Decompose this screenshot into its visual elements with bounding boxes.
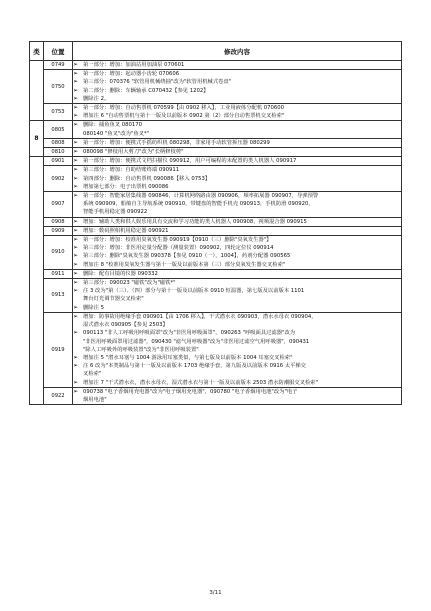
position-cell: 0808 bbox=[44, 138, 73, 147]
table-row bbox=[30, 387, 402, 404]
arrow-bullet-icon: ➢ bbox=[73, 378, 79, 386]
content-cell bbox=[73, 61, 402, 70]
content-text: 第三部分：070376 "软管用机械绕抽"改为"软管用机械式卷盘" bbox=[83, 79, 232, 86]
header-position: 位置 bbox=[44, 42, 73, 61]
content-text: 注 3 改为"第（三）、（四）部分与第十一版及以前版本 0910 恒温器，第七版及以前版本 1101 bbox=[83, 288, 305, 295]
content-text: 叉检索" bbox=[83, 371, 102, 378]
position-cell: 0902 bbox=[44, 166, 73, 192]
content-text: 第一部分：增加：便携式文档扫描仪 090912，用户可编程的未配置的类人机器人 090917 bbox=[83, 158, 297, 165]
content-text: 注 6 改为"本类制品与第十一版及以前版本 1703 绝缘手套，第九版及以前版本 0916 太平梯交 bbox=[83, 363, 306, 370]
content-text: 第四部分：删除：自动售票机 090086【移入 0753】 bbox=[83, 175, 211, 182]
arrow-bullet-icon: ➢ bbox=[73, 329, 79, 337]
arrow-bullet-icon: ➢ bbox=[73, 269, 79, 277]
arrow-bullet-icon: ➢ bbox=[73, 279, 79, 287]
content-text: 第一部分：智能家居集线器 090846，计算机网络路由器 090906，频率拓展器 090907，导弹预警 bbox=[83, 193, 319, 200]
arrow-bullet-icon: ➢ bbox=[73, 138, 79, 146]
content-cell bbox=[73, 157, 402, 166]
table-row bbox=[30, 226, 402, 235]
table-row bbox=[30, 269, 402, 278]
position-cell: 0753 bbox=[44, 104, 73, 121]
table-row bbox=[30, 61, 402, 70]
table-row bbox=[30, 279, 402, 313]
position-cell: 0909 bbox=[44, 226, 73, 235]
content-text: 080140 "鱼叉"改为"鱼叉*" bbox=[83, 130, 150, 137]
content-text: 删除：捕鱼鱼叉 080170 bbox=[83, 122, 142, 129]
content-text: 湿式潜水衣 090905【参见 2503】 bbox=[83, 322, 168, 329]
content-text: 增加注 6 "自动售票机与第十一版及以前版本 0902 第（2）部分自动售票机交叉检索" bbox=[83, 113, 285, 120]
arrow-bullet-icon: ➢ bbox=[73, 112, 79, 120]
table-row bbox=[30, 104, 402, 121]
position-cell: 0749 bbox=[44, 61, 73, 70]
content-line bbox=[73, 261, 401, 269]
revision-table bbox=[29, 41, 402, 405]
arrow-bullet-icon: ➢ bbox=[73, 236, 79, 244]
arrow-bullet-icon: ➢ bbox=[73, 121, 79, 129]
content-text: 删除注 5 bbox=[83, 304, 104, 311]
arrow-bullet-icon: ➢ bbox=[73, 387, 79, 395]
arrow-bullet-icon: ➢ bbox=[73, 252, 79, 260]
content-line bbox=[73, 354, 401, 362]
arrow-bullet-icon: ➢ bbox=[73, 70, 79, 78]
content-line bbox=[73, 304, 401, 312]
position-cell: 0913 bbox=[44, 279, 73, 313]
content-line bbox=[73, 61, 401, 69]
content-line bbox=[73, 227, 401, 235]
table-header-row bbox=[30, 42, 402, 61]
content-text: 删除注 2。 bbox=[83, 95, 110, 102]
content-line bbox=[73, 338, 401, 346]
content-line bbox=[73, 396, 401, 404]
arrow-bullet-icon: ➢ bbox=[73, 192, 79, 200]
content-text: 090113 "非人工呼吸用呼吸面罩"改为"非医用呼吸面罩"，090263 "呼吸面具过滤器"改为 bbox=[83, 330, 296, 337]
table-row bbox=[30, 121, 402, 138]
arrow-bullet-icon: ➢ bbox=[73, 61, 79, 68]
position-cell: 0911 bbox=[44, 269, 73, 278]
position-cell: 0805 bbox=[44, 121, 73, 138]
content-line bbox=[73, 157, 401, 165]
table-row bbox=[30, 70, 402, 104]
table-row bbox=[30, 312, 402, 387]
arrow-bullet-icon: ➢ bbox=[73, 353, 79, 361]
content-text: 第三部分：删除"臭氧发生器 090378【参见 0910（一），1004】，药剂分配器 090565 bbox=[83, 253, 291, 260]
position-cell: 0810 bbox=[44, 148, 73, 157]
content-line bbox=[73, 362, 401, 370]
arrow-bullet-icon: ➢ bbox=[73, 104, 79, 112]
content-line bbox=[73, 192, 401, 200]
content-cell bbox=[73, 192, 402, 218]
class-cell bbox=[30, 157, 44, 405]
content-text: 增加注 8 "校准用臭氧发生器与第十一版及以前版本第（三）部分臭氧发生器交叉检索" bbox=[83, 261, 286, 268]
content-cell bbox=[73, 279, 402, 313]
content-text: 090738 "电子香烟用充电器"改为"电子烟用充电器"，090780 "电子香烟用电池"改为"电子 bbox=[83, 388, 298, 395]
table-row bbox=[30, 192, 402, 218]
content-line bbox=[73, 104, 401, 112]
content-cell bbox=[73, 70, 402, 104]
table-body bbox=[30, 61, 402, 405]
content-cell bbox=[73, 166, 402, 192]
content-cell bbox=[73, 269, 402, 278]
table-row bbox=[30, 166, 402, 192]
content-text: 第三部分：增加：自助结账终端 090911 bbox=[83, 167, 180, 174]
content-line bbox=[73, 95, 401, 103]
arrow-bullet-icon: ➢ bbox=[73, 287, 79, 295]
content-line bbox=[73, 166, 401, 174]
content-text: 第一部分：增加：起动器小齿轮 070606 bbox=[83, 71, 180, 78]
table-row bbox=[30, 138, 402, 147]
arrow-bullet-icon: ➢ bbox=[73, 244, 79, 252]
content-text: 第二部分：删除：车辆轴承 C070432【参见 1202】 bbox=[83, 87, 209, 94]
arrow-bullet-icon: ➢ bbox=[73, 312, 79, 320]
position-cell: 0922 bbox=[44, 387, 73, 404]
content-cell bbox=[73, 217, 402, 226]
content-text: 增加第七部分：电子出票机 090086 bbox=[83, 183, 169, 190]
content-text: 系统 090909，船舶自主导航系统 090910，带键盘的智能手机壳 090913，手机防滑 090920， bbox=[83, 201, 314, 208]
content-text: 增加：防事故用绝缘手套 090901【由 1706 移入】，干式潜水衣 090903，潜水水母衣 090904， bbox=[83, 313, 317, 320]
content-cell bbox=[73, 121, 402, 138]
arrow-bullet-icon: ➢ bbox=[73, 217, 79, 225]
position-cell: 0910 bbox=[44, 236, 73, 270]
content-text: 烟用电池" bbox=[83, 396, 107, 403]
content-line bbox=[73, 370, 401, 378]
arrow-bullet-icon: ➢ bbox=[73, 303, 79, 311]
arrow-bullet-icon: ➢ bbox=[73, 78, 79, 86]
arrow-bullet-icon: ➢ bbox=[73, 182, 79, 190]
content-line bbox=[73, 329, 401, 337]
content-line bbox=[73, 252, 401, 260]
position-cell: 0919 bbox=[44, 312, 73, 387]
content-line bbox=[73, 287, 401, 295]
content-line bbox=[73, 295, 401, 303]
arrow-bullet-icon: ➢ bbox=[73, 86, 79, 94]
content-text: 舞台灯光调节器交叉检索" bbox=[83, 296, 144, 303]
content-line bbox=[73, 346, 401, 354]
content-line bbox=[73, 175, 401, 183]
content-line bbox=[73, 208, 401, 216]
content-text: 第一部分：增加：校准用臭氧发生器 090919【0910（三）删除"臭氧发生器"】 bbox=[83, 237, 272, 244]
content-cell bbox=[73, 104, 402, 121]
header-class: 类 bbox=[30, 42, 44, 61]
content-text: 增加：辅助人类和供人娱乐用具有交流和学习功能的类人机器人 090908，视频混合器 090915 bbox=[83, 218, 307, 225]
content-cell bbox=[73, 312, 402, 387]
content-line bbox=[73, 279, 401, 287]
arrow-bullet-icon: ➢ bbox=[73, 166, 79, 174]
position-cell: 0908 bbox=[44, 217, 73, 226]
position-cell: 0750 bbox=[44, 70, 73, 104]
content-text: 第三部分：090023 "磁铁"改为"磁铁*" bbox=[83, 280, 176, 287]
content-line bbox=[73, 70, 401, 78]
content-line bbox=[73, 244, 401, 252]
arrow-bullet-icon: ➢ bbox=[73, 94, 79, 102]
content-cell bbox=[73, 387, 402, 404]
arrow-bullet-icon: ➢ bbox=[73, 174, 79, 182]
class-cell: 8 bbox=[30, 121, 44, 157]
content-line bbox=[73, 148, 401, 156]
arrow-bullet-icon: ➢ bbox=[73, 148, 79, 156]
table-row bbox=[30, 157, 402, 166]
content-line bbox=[73, 87, 401, 95]
content-text: "非医用呼吸面罩用过滤器"，090430 "滤气用呼吸器"改为"非医用过滤空气用呼吸器"，090431 bbox=[83, 338, 310, 345]
class-cell bbox=[30, 61, 44, 121]
content-text: 080098 "修枝用大剪刀"改为"长柄修枝剪" bbox=[83, 149, 184, 156]
position-cell: 0907 bbox=[44, 192, 73, 218]
content-line bbox=[73, 78, 401, 86]
content-line bbox=[73, 321, 401, 329]
content-text: 第一部分：增加：自动售票机 070599【由 0902 移入】，工业用液体分配机 070600 bbox=[83, 105, 285, 112]
table-row bbox=[30, 148, 402, 157]
table-row bbox=[30, 217, 402, 226]
content-text: 第三部分：增加：非医用定量分配器（测量装置）090902，四轮定位仪 090914 bbox=[83, 245, 274, 252]
arrow-bullet-icon: ➢ bbox=[73, 157, 79, 165]
content-text: 增加：数码照相机用稳定器 090921 bbox=[83, 227, 169, 234]
content-line bbox=[73, 121, 401, 129]
content-line bbox=[73, 379, 401, 387]
content-text: 智能手机用稳定器 090922 bbox=[83, 209, 148, 216]
content-cell bbox=[73, 148, 402, 157]
content-line bbox=[73, 130, 401, 138]
content-line bbox=[73, 139, 401, 147]
content-line bbox=[73, 112, 401, 120]
content-cell bbox=[73, 226, 402, 235]
arrow-bullet-icon: ➢ bbox=[73, 260, 79, 268]
content-line bbox=[73, 200, 401, 208]
content-text: 第一部分：增加：便携式手摇纺织机 080298，非家用手动软管拆压器 080299 bbox=[83, 139, 270, 146]
content-text: 增加注 7 "干式潜水衣，潜水水母衣，湿式潜水衣与第十一版及以前版本 2503 潜水防潮服交叉检索" bbox=[83, 379, 319, 386]
arrow-bullet-icon: ➢ bbox=[73, 226, 79, 234]
content-line bbox=[73, 388, 401, 396]
content-line bbox=[73, 313, 401, 321]
content-text: 第一部分：增加：加油站用加油泵 070601 bbox=[83, 62, 185, 68]
content-cell bbox=[73, 138, 402, 147]
content-line bbox=[73, 218, 401, 226]
position-cell: 0901 bbox=[44, 157, 73, 166]
content-text: "除人工呼吸外的呼吸装置"改为"非医用呼吸装置" bbox=[83, 346, 199, 353]
header-content: 修改内容 bbox=[73, 42, 402, 61]
content-line bbox=[73, 270, 401, 278]
content-text: 增加注 5 "潜水耳塞与 1004 游泳用耳塞类似，与第七版及以前版本 1004 耳塞交叉检索" bbox=[83, 354, 293, 361]
content-line bbox=[73, 236, 401, 244]
table-row bbox=[30, 236, 402, 270]
content-cell bbox=[73, 236, 402, 270]
content-text: 删除：配有目镜的仪器 090332 bbox=[83, 270, 158, 277]
page-number: 3/11 bbox=[209, 590, 222, 596]
arrow-bullet-icon: ➢ bbox=[73, 362, 79, 370]
content-line bbox=[73, 183, 401, 191]
